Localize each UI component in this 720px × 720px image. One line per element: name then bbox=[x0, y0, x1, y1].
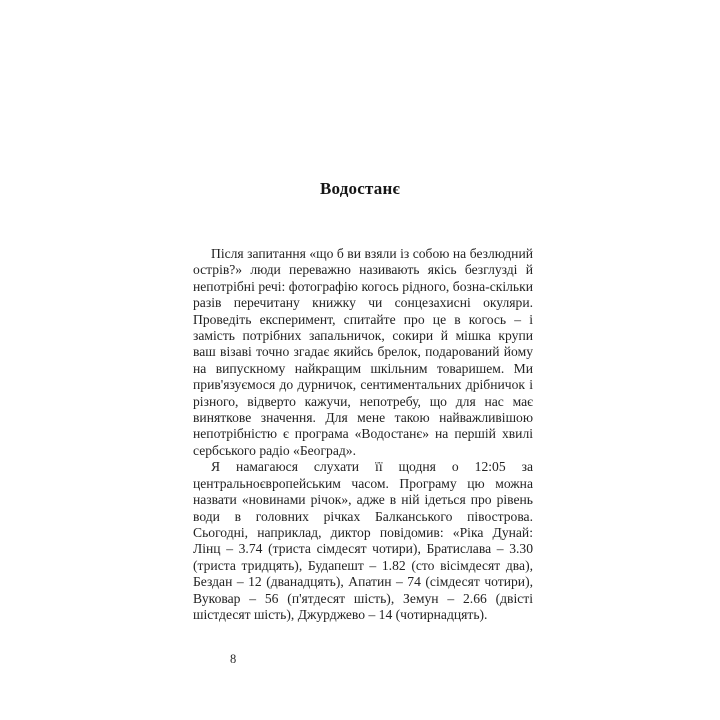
paragraph: Після запитання «що б ви взяли із собою на безлюдний острів?» люди переважно називають якісь безглузді й непотрібні речі: фотографію когось рідного, бозна-скільки разів перечитану книжку чи сонцезахисні окуляри. Проведіть експеримент, спитайте про це в когось – і замість потрібних запальничок, сокири й мішка крупи ваш візаві точно згадає якийсь брелок, подарований йому на випускному найкращим шкільним товаришем. Ми прив'язуємося до дурничок, сентиментальних дрібничок і різного, відверто кажучи, непотребу, що для нас має виняткове значення. Для мене такою найважливішою непотрібністю є програма «Водостанє» на першій хвилі сербського радіо «Београд». bbox=[193, 246, 533, 458]
chapter-title: Водостанє bbox=[320, 179, 400, 199]
paragraph: Я намагаюся слухати її щодня о 12:05 за центральноєвропейським часом. Програму цю можна назвати «новинами річок», адже в ній ідеться про рівень води в головних річках Балканського півострова. Сьогодні, наприклад, диктор повідомив: «Ріка Дунай: Лінц – 3.74 (триста сімдесят чотири), Братислава – 3.30 (триста тридцять), Будапешт – 1.82 (сто вісімдесят два), Бездан – 12 (дванадцять), Апатин – 74 (сімдесят чотири), Вуковар – 56 (п'ятдесят шість), Земун – 2.66 (двісті шістдесят шість), Джурджево – 14 (чотирнадцять). bbox=[193, 459, 533, 622]
page-number: 8 bbox=[230, 652, 237, 666]
body-text bbox=[193, 246, 533, 623]
